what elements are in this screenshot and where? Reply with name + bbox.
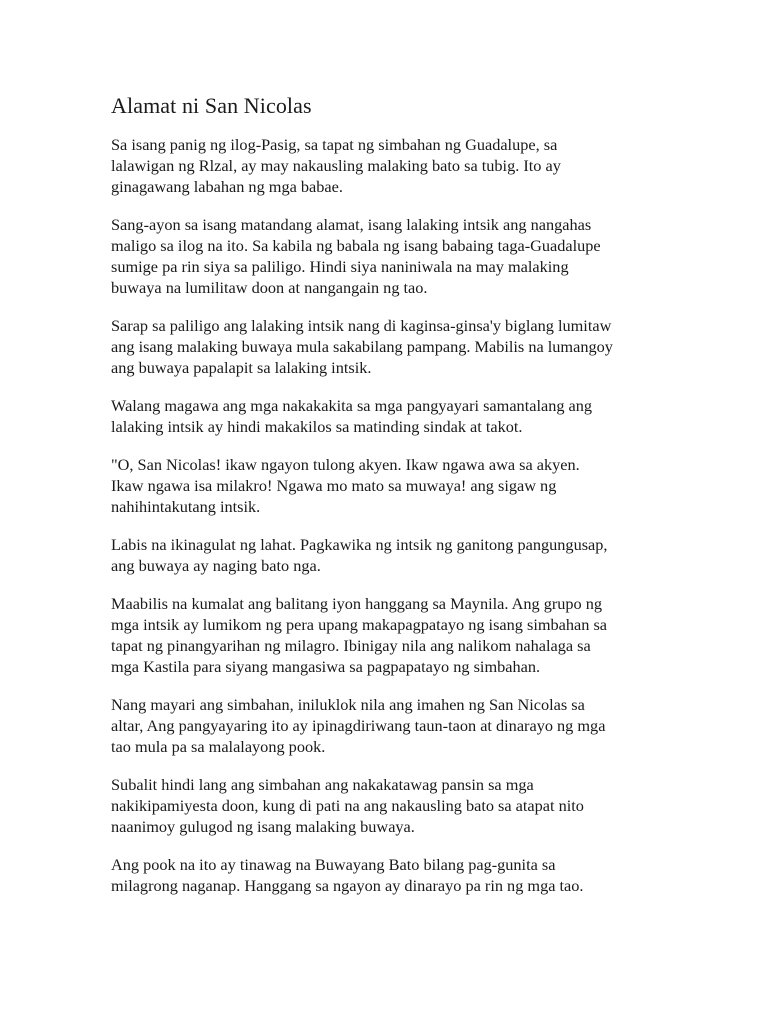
paragraph-line: ang buwaya ay naging bato nga. [111,556,321,575]
paragraph-line: naanimoy gulugod ng isang malaking buwaya. [111,817,415,836]
paragraph-line: nahihintakutang intsik. [111,497,261,516]
paragraph-line: Sa isang panig ng ilog-Pasig, sa tapat ng simbahan ng Guadalupe, sa [111,135,558,154]
paragraph-line: Sarap sa paliligo ang lalaking intsik nang di kaginsa-ginsa'y biglang lumitaw [111,316,612,335]
paragraph-line: nakikipamiyesta doon, kung di pati na ang nakausling bato sa atapat nito [111,796,584,815]
paragraph-line: Subalit hindi lang ang simbahan ang nakakatawag pansin sa mga [111,775,534,794]
paragraph [111,134,711,197]
paragraph-line: Walang magawa ang mga nakakakita sa mga pangyayari samantalang ang [111,396,593,415]
paragraph [111,774,711,837]
document-body [111,134,711,896]
paragraph-line: lalawigan ng Rlzal, ay may nakausling malaking bato sa tubig. Ito ay [111,156,561,175]
paragraph-line: "O, San Nicolas! ikaw ngayon tulong akyen. Ikaw ngawa awa sa akyen. [111,455,580,474]
paragraph-line: milagrong naganap. Hanggang sa ngayon ay dinarayo pa rin ng mga tao. [111,876,584,895]
paragraph-line: Sang-ayon sa isang matandang alamat, isang lalaking intsik ang nangahas [111,215,592,234]
document-title: Alamat ni San Nicolas [111,93,312,118]
paragraph [111,593,711,677]
paragraph-line: lalaking intsik ay hindi makakilos sa matinding sindak at takot. [111,417,523,436]
paragraph-line: Maabilis na kumalat ang balitang iyon hanggang sa Maynila. Ang grupo ng [111,594,603,613]
paragraph-line: Labis na ikinagulat ng lahat. Pagkawika ng intsik ng ganitong pangungusap, [111,535,608,554]
paragraph-line: buwaya na lumilitaw doon at nangangain ng tao. [111,278,428,297]
paragraph [111,315,711,378]
paragraph-line: altar, Ang pangyayaring ito ay ipinagdiriwang taun-taon at dinarayo ng mga [111,716,606,735]
paragraph-line: Ang pook na ito ay tinawag na Buwayang Bato bilang pag-gunita sa [111,855,556,874]
paragraph-line: Nang mayari ang simbahan, iniluklok nila ang imahen ng San Nicolas sa [111,695,585,714]
paragraph-line: Ikaw ngawa isa milakro! Ngawa mo mato sa muwaya! ang sigaw ng [111,476,557,495]
paragraph-line: mga Kastila para siyang mangasiwa sa pagpapatayo ng simbahan. [111,657,541,676]
paragraph [111,395,711,437]
document-page [111,92,711,913]
paragraph-line: sumige pa rin siya sa paliligo. Hindi siya naniniwala na may malaking [111,257,569,276]
paragraph-line: tapat ng pinangyarihan ng milagro. Ibinigay nila ang nalikom nahalaga sa [111,636,591,655]
paragraph-line: ang isang malaking buwaya mula sakabilang pampang. Mabilis na lumangoy [111,337,613,356]
paragraph-line: mga intsik ay lumikom ng pera upang makapagpatayo ng isang simbahan sa [111,615,608,634]
paragraph-line: ang buwaya papalapit sa lalaking intsik. [111,358,372,377]
paragraph-line: tao mula pa sa malalayong pook. [111,737,326,756]
paragraph [111,694,711,757]
paragraph-line: maligo sa ilog na ito. Sa kabila ng babala ng isang babaing taga-Guadalupe [111,236,601,255]
paragraph [111,454,711,517]
paragraph [111,534,711,576]
paragraph [111,854,711,896]
paragraph-line: ginagawang labahan ng mga babae. [111,177,343,196]
paragraph [111,214,711,298]
